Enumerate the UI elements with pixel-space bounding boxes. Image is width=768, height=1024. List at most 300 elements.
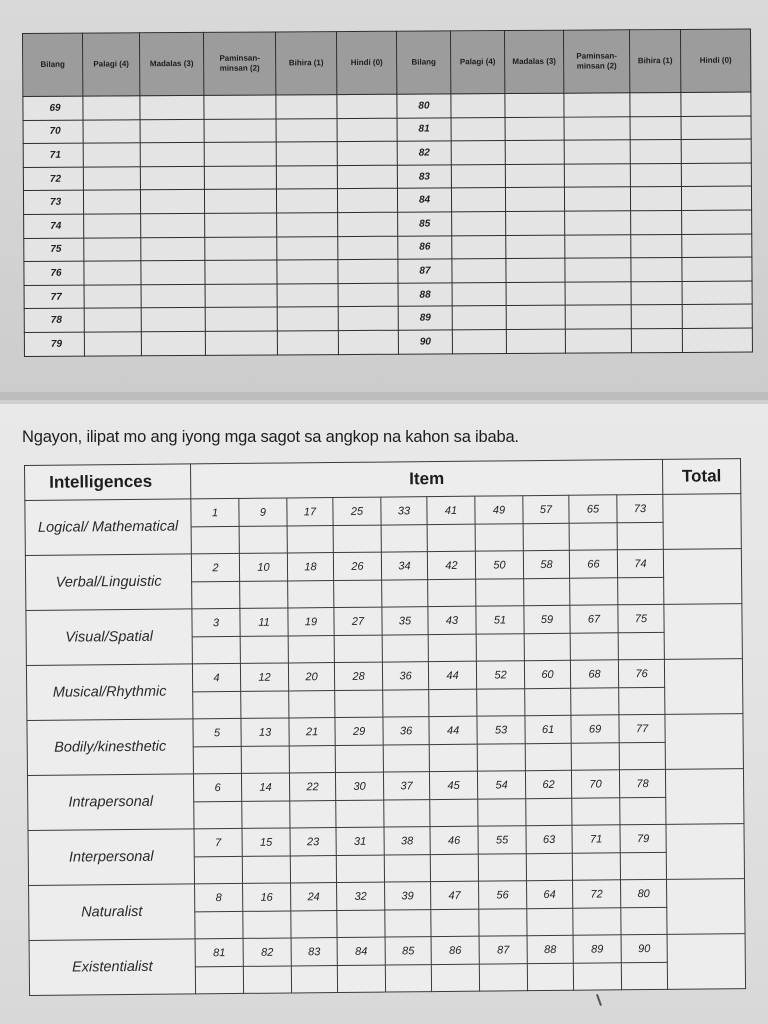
answer-cell[interactable] — [141, 261, 205, 285]
answer-cell[interactable] — [565, 234, 631, 258]
answer-cell[interactable] — [243, 911, 291, 938]
intelligence-name: Interpersonal — [28, 829, 195, 886]
item-number-cell: 59 — [524, 605, 570, 633]
item-number-cell: 12 — [240, 663, 288, 691]
answer-cell[interactable] — [620, 852, 666, 879]
answer-cell[interactable] — [384, 800, 430, 827]
item-number-cell: 20 — [288, 663, 334, 691]
answer-cell[interactable] — [630, 116, 681, 140]
answer-cell[interactable] — [192, 636, 240, 663]
item-number: 90 — [398, 330, 452, 354]
answer-cell[interactable] — [334, 635, 382, 662]
answer-cell[interactable] — [84, 332, 141, 356]
answer-cell[interactable] — [382, 635, 428, 662]
answer-cell[interactable] — [564, 93, 630, 117]
answer-cell[interactable] — [194, 801, 242, 828]
answer-cell[interactable] — [630, 140, 681, 164]
answer-cell[interactable] — [505, 117, 564, 141]
item-number-cell: 22 — [289, 773, 335, 801]
answer-cell[interactable] — [240, 636, 288, 663]
answer-cell[interactable] — [193, 746, 241, 773]
item-number-cell: 10 — [239, 553, 287, 581]
answer-cell[interactable] — [524, 578, 570, 605]
answer-cell[interactable] — [479, 964, 527, 991]
answer-cell[interactable] — [204, 189, 276, 213]
answer-cell[interactable] — [631, 234, 682, 258]
answer-cell[interactable] — [277, 283, 338, 307]
answer-cell[interactable] — [630, 92, 681, 116]
item-number-cell: 30 — [335, 772, 383, 800]
response-sheet — [22, 29, 752, 357]
answer-cell[interactable] — [195, 966, 243, 993]
item-number: 75 — [24, 238, 84, 262]
answer-cell[interactable] — [337, 189, 397, 213]
answer-cell[interactable] — [429, 744, 477, 771]
answer-cell[interactable] — [451, 164, 505, 188]
item-number: 82 — [397, 141, 451, 165]
answer-cell[interactable] — [428, 579, 476, 606]
answer-cell[interactable] — [204, 142, 276, 166]
answer-cell[interactable] — [682, 257, 752, 281]
answer-cell[interactable] — [523, 523, 569, 550]
item-number-cell: 25 — [333, 497, 381, 525]
answer-cell[interactable] — [452, 329, 506, 353]
answer-cell[interactable] — [573, 963, 621, 990]
answer-cell[interactable] — [288, 581, 334, 608]
item-number-cell: 86 — [431, 936, 479, 964]
answer-cell[interactable] — [193, 691, 241, 718]
answer-cell[interactable] — [140, 95, 204, 119]
answer-cell[interactable] — [333, 525, 381, 552]
answer-cell[interactable] — [631, 281, 682, 305]
answer-cell[interactable] — [451, 188, 505, 212]
answer-cell[interactable] — [573, 908, 621, 935]
answer-cell[interactable] — [525, 688, 571, 715]
answer-cell[interactable] — [631, 210, 682, 234]
answer-cell[interactable] — [506, 235, 565, 259]
item-number: 86 — [398, 235, 452, 259]
answer-cell[interactable] — [84, 214, 141, 238]
item-number-cell: 5 — [193, 718, 241, 746]
answer-cell[interactable] — [569, 523, 617, 550]
answer-cell[interactable] — [243, 966, 291, 993]
item-number-cell: 28 — [334, 662, 382, 690]
answer-cell[interactable] — [289, 691, 335, 718]
answer-cell[interactable] — [204, 95, 276, 119]
item-number-cell: 43 — [428, 606, 476, 634]
answer-cell[interactable] — [619, 742, 665, 769]
item-number-cell: 90 — [621, 934, 667, 962]
answer-cell[interactable] — [477, 744, 525, 771]
item-number-cell: 51 — [476, 606, 524, 634]
item-number-cell: 89 — [573, 935, 621, 963]
col-hindi-2: Hindi (0) — [680, 29, 750, 92]
pen-mark — [596, 994, 602, 1006]
item-number-cell: 60 — [524, 660, 570, 688]
answer-cell[interactable] — [682, 210, 752, 234]
answer-cell[interactable] — [338, 236, 398, 260]
answer-cell[interactable] — [382, 580, 428, 607]
answer-cell[interactable] — [478, 799, 526, 826]
answer-cell[interactable] — [205, 213, 277, 237]
answer-cell[interactable] — [620, 797, 666, 824]
answer-cell[interactable] — [385, 965, 431, 992]
answer-cell[interactable] — [276, 189, 337, 213]
total-cell[interactable] — [667, 934, 746, 990]
answer-cell[interactable] — [681, 186, 751, 210]
answer-cell[interactable] — [383, 690, 429, 717]
answer-cell[interactable] — [84, 308, 141, 332]
item-number-cell: 36 — [382, 662, 428, 690]
item-number-cell: 46 — [430, 826, 478, 854]
answer-cell[interactable] — [276, 142, 337, 166]
item-number-cell: 39 — [385, 882, 431, 910]
answer-cell[interactable] — [337, 118, 397, 142]
answer-cell[interactable] — [291, 966, 337, 993]
item-number-cell: 88 — [527, 935, 573, 963]
answer-cell[interactable] — [384, 855, 430, 882]
answer-cell[interactable] — [524, 633, 570, 660]
answer-cell[interactable] — [141, 213, 205, 237]
answer-cell[interactable] — [381, 525, 427, 552]
answer-cell[interactable] — [191, 526, 239, 553]
total-cell[interactable] — [665, 769, 744, 825]
answer-cell[interactable] — [477, 689, 525, 716]
answer-cell[interactable] — [570, 633, 618, 660]
header-intelligences: Intelligences — [25, 464, 191, 501]
answer-cell[interactable] — [427, 524, 475, 551]
answer-cell[interactable] — [565, 211, 631, 235]
item-number-cell: 8 — [195, 883, 243, 911]
total-cell[interactable] — [663, 494, 742, 550]
answer-cell[interactable] — [476, 579, 524, 606]
answer-cell[interactable] — [288, 636, 334, 663]
answer-cell[interactable] — [631, 328, 682, 352]
answer-cell[interactable] — [564, 187, 630, 211]
answer-cell[interactable] — [527, 908, 573, 935]
item-number: 84 — [397, 188, 451, 212]
answer-cell[interactable] — [506, 306, 565, 330]
answer-cell[interactable] — [475, 524, 523, 551]
item-number-cell: 37 — [383, 772, 429, 800]
item-number-cell: 49 — [475, 496, 523, 524]
answer-cell[interactable] — [430, 799, 478, 826]
item-number-cell: 2 — [191, 553, 239, 581]
answer-cell[interactable] — [290, 801, 336, 828]
item-number-cell: 38 — [384, 827, 430, 855]
item-number: 73 — [23, 191, 83, 215]
item-number-cell: 32 — [337, 882, 385, 910]
answer-cell[interactable] — [619, 687, 665, 714]
answer-cell[interactable] — [84, 237, 141, 261]
item-number-cell: 74 — [617, 549, 663, 577]
answer-cell[interactable] — [83, 190, 140, 214]
answer-cell[interactable] — [83, 96, 140, 120]
item-number-cell: 73 — [617, 494, 663, 522]
answer-cell[interactable] — [240, 581, 288, 608]
total-cell[interactable] — [664, 659, 743, 715]
answer-cell[interactable] — [618, 577, 664, 604]
answer-cell[interactable] — [335, 745, 383, 772]
item-number-cell: 42 — [427, 551, 475, 579]
item-number-cell: 72 — [573, 880, 621, 908]
answer-cell[interactable] — [336, 855, 384, 882]
answer-cell[interactable] — [681, 92, 751, 116]
answer-cell[interactable] — [526, 853, 572, 880]
item-number-cell: 57 — [523, 495, 569, 523]
answer-cell[interactable] — [141, 237, 205, 261]
item-number: 69 — [23, 96, 83, 120]
answer-cell[interactable] — [84, 285, 141, 309]
col-madalas-2: Madalas (3) — [504, 30, 563, 93]
answer-cell[interactable] — [630, 187, 681, 211]
answer-cell[interactable] — [681, 116, 751, 140]
answer-cell[interactable] — [205, 284, 277, 308]
answer-cell[interactable] — [276, 165, 337, 189]
answer-cell[interactable] — [565, 282, 631, 306]
total-cell[interactable] — [663, 549, 742, 605]
item-number-cell: 68 — [570, 660, 618, 688]
answer-cell[interactable] — [429, 689, 477, 716]
answer-cell[interactable] — [564, 140, 630, 164]
answer-cell[interactable] — [290, 856, 336, 883]
answer-cell[interactable] — [337, 165, 397, 189]
answer-cell[interactable] — [572, 798, 620, 825]
answer-cell[interactable] — [428, 634, 476, 661]
answer-cell[interactable] — [276, 118, 337, 142]
answer-cell[interactable] — [631, 258, 682, 282]
answer-cell[interactable] — [525, 743, 571, 770]
answer-cell[interactable] — [277, 331, 338, 355]
answer-cell[interactable] — [527, 963, 573, 990]
answer-cell[interactable] — [337, 141, 397, 165]
item-number-cell: 34 — [381, 552, 427, 580]
answer-cell[interactable] — [205, 237, 277, 261]
total-cell[interactable] — [665, 714, 744, 770]
answer-cell[interactable] — [204, 166, 276, 190]
answer-cell[interactable] — [506, 211, 565, 235]
item-number-cell: 29 — [335, 717, 383, 745]
answer-cell[interactable] — [452, 235, 506, 259]
answer-cell[interactable] — [565, 258, 631, 282]
col-bihira: Bihira (1) — [275, 32, 336, 95]
item-number-cell: 50 — [475, 551, 523, 579]
answer-cell[interactable] — [564, 116, 630, 140]
answer-cell[interactable] — [277, 307, 338, 331]
answer-cell[interactable] — [141, 284, 205, 308]
answer-cell[interactable] — [478, 854, 526, 881]
answer-cell[interactable] — [618, 632, 664, 659]
col-paminsan: Paminsan-minsan (2) — [203, 32, 275, 95]
answer-cell[interactable] — [205, 307, 277, 331]
item-number-cell: 66 — [569, 550, 617, 578]
answer-cell[interactable] — [571, 688, 619, 715]
item-number-cell: 82 — [243, 938, 291, 966]
item-number: 74 — [24, 214, 84, 238]
answer-cell[interactable] — [83, 167, 140, 191]
answer-cell[interactable] — [338, 259, 398, 283]
answer-cell[interactable] — [630, 163, 681, 187]
col-hindi: Hindi (0) — [336, 31, 396, 94]
answer-cell[interactable] — [204, 119, 276, 143]
answer-cell[interactable] — [451, 117, 505, 141]
item-number-cell: 65 — [569, 495, 617, 523]
answer-cell[interactable] — [506, 258, 565, 282]
item-number-cell: 23 — [290, 828, 336, 856]
answer-cell[interactable] — [505, 164, 564, 188]
answer-cell[interactable] — [289, 746, 335, 773]
total-cell[interactable] — [664, 604, 743, 660]
intelligences-table — [24, 458, 746, 996]
item-number-cell: 1 — [191, 498, 239, 526]
item-number-cell: 24 — [291, 883, 337, 911]
answer-cell[interactable] — [277, 260, 338, 284]
answer-cell[interactable] — [570, 578, 618, 605]
answer-cell[interactable] — [506, 282, 565, 306]
answer-cell[interactable] — [571, 743, 619, 770]
col-paminsan-2: Paminsan-minsan (2) — [563, 30, 629, 93]
total-cell[interactable] — [666, 824, 745, 880]
answer-cell[interactable] — [337, 910, 385, 937]
answer-cell[interactable] — [140, 143, 204, 167]
answer-cell[interactable] — [451, 141, 505, 165]
item-number-cell: 11 — [240, 608, 288, 636]
intelligence-name: Intrapersonal — [27, 774, 194, 831]
answer-cell[interactable] — [140, 190, 204, 214]
answer-cell[interactable] — [83, 143, 140, 167]
item-number-cell: 83 — [291, 938, 337, 966]
answer-cell[interactable] — [452, 306, 506, 330]
answer-cell[interactable] — [506, 329, 565, 353]
response-sheet-photo — [0, 0, 768, 400]
answer-cell[interactable] — [431, 964, 479, 991]
answer-cell[interactable] — [205, 260, 277, 284]
answer-cell[interactable] — [617, 522, 663, 549]
answer-cell[interactable] — [565, 329, 631, 353]
item-number-cell: 18 — [287, 553, 333, 581]
answer-cell[interactable] — [476, 634, 524, 661]
answer-cell[interactable] — [631, 305, 682, 329]
answer-cell[interactable] — [291, 911, 337, 938]
answer-cell[interactable] — [192, 581, 240, 608]
answer-cell[interactable] — [205, 331, 277, 355]
answer-cell[interactable] — [335, 690, 383, 717]
answer-cell[interactable] — [338, 212, 398, 236]
item-number-cell: 52 — [476, 661, 524, 689]
answer-cell[interactable] — [621, 962, 667, 989]
answer-cell[interactable] — [526, 798, 572, 825]
item-number-cell: 36 — [383, 717, 429, 745]
answer-cell[interactable] — [431, 909, 479, 936]
answer-cell[interactable] — [681, 163, 751, 187]
answer-cell[interactable] — [277, 236, 338, 260]
answer-cell[interactable] — [682, 281, 752, 305]
item-number: 71 — [23, 143, 83, 167]
answer-cell[interactable] — [505, 140, 564, 164]
item-number: 87 — [398, 259, 452, 283]
answer-cell[interactable] — [242, 856, 290, 883]
item-number-cell: 79 — [620, 824, 666, 852]
item-number: 88 — [398, 283, 452, 307]
answer-cell[interactable] — [83, 119, 140, 143]
item-number-cell: 77 — [619, 714, 665, 742]
total-cell[interactable] — [667, 879, 746, 935]
item-number-cell: 27 — [334, 607, 382, 635]
intelligence-name: Visual/Spatial — [26, 609, 193, 666]
answer-cell[interactable] — [337, 965, 385, 992]
answer-cell[interactable] — [505, 93, 564, 117]
answer-cell[interactable] — [287, 526, 333, 553]
summary-sheet-photo — [0, 404, 768, 1024]
item-number: 79 — [24, 332, 84, 356]
answer-cell[interactable] — [194, 856, 242, 883]
answer-cell[interactable] — [682, 234, 752, 258]
answer-cell[interactable] — [195, 911, 243, 938]
answer-cell[interactable] — [452, 259, 506, 283]
answer-cell[interactable] — [682, 304, 752, 328]
item-number-cell: 71 — [572, 825, 620, 853]
answer-cell[interactable] — [564, 164, 630, 188]
answer-cell[interactable] — [451, 94, 505, 118]
answer-cell[interactable] — [140, 166, 204, 190]
answer-cell[interactable] — [277, 213, 338, 237]
answer-cell[interactable] — [84, 261, 141, 285]
item-number-cell: 62 — [525, 770, 571, 798]
col-bilang-2: Bilang — [396, 31, 450, 94]
answer-cell[interactable] — [338, 330, 398, 354]
answer-cell[interactable] — [682, 328, 752, 352]
answer-cell[interactable] — [479, 909, 527, 936]
answer-cell[interactable] — [241, 746, 289, 773]
answer-cell[interactable] — [338, 307, 398, 331]
answer-cell[interactable] — [430, 854, 478, 881]
answer-cell[interactable] — [621, 907, 667, 934]
summary-sheet — [24, 458, 745, 996]
response-row — [24, 328, 752, 356]
intelligence-name: Verbal/Linguistic — [25, 554, 192, 611]
item-number: 80 — [397, 94, 451, 118]
answer-cell[interactable] — [141, 331, 205, 355]
answer-cell[interactable] — [242, 801, 290, 828]
answer-cell[interactable] — [239, 526, 287, 553]
response-header-row — [23, 29, 751, 96]
item-number-cell: 63 — [526, 825, 572, 853]
answer-cell[interactable] — [337, 94, 397, 118]
intelligence-name: Existentialist — [29, 939, 196, 996]
answer-cell[interactable] — [572, 853, 620, 880]
answer-cell[interactable] — [681, 139, 751, 163]
answer-cell[interactable] — [140, 119, 204, 143]
answer-cell[interactable] — [505, 188, 564, 212]
answer-cell[interactable] — [276, 95, 337, 119]
answer-cell[interactable] — [565, 305, 631, 329]
answer-cell[interactable] — [452, 282, 506, 306]
item-number-cell: 14 — [241, 773, 289, 801]
item-number-cell: 53 — [477, 716, 525, 744]
answer-cell[interactable] — [338, 283, 398, 307]
item-number-cell: 54 — [477, 771, 525, 799]
item-number-cell: 69 — [571, 715, 619, 743]
answer-cell[interactable] — [334, 580, 382, 607]
answer-cell[interactable] — [141, 308, 205, 332]
answer-cell[interactable] — [241, 691, 289, 718]
answer-cell[interactable] — [336, 800, 384, 827]
answer-cell[interactable] — [452, 212, 506, 236]
response-table — [22, 29, 753, 357]
answer-cell[interactable] — [385, 910, 431, 937]
item-number-cell: 56 — [479, 881, 527, 909]
answer-cell[interactable] — [383, 745, 429, 772]
